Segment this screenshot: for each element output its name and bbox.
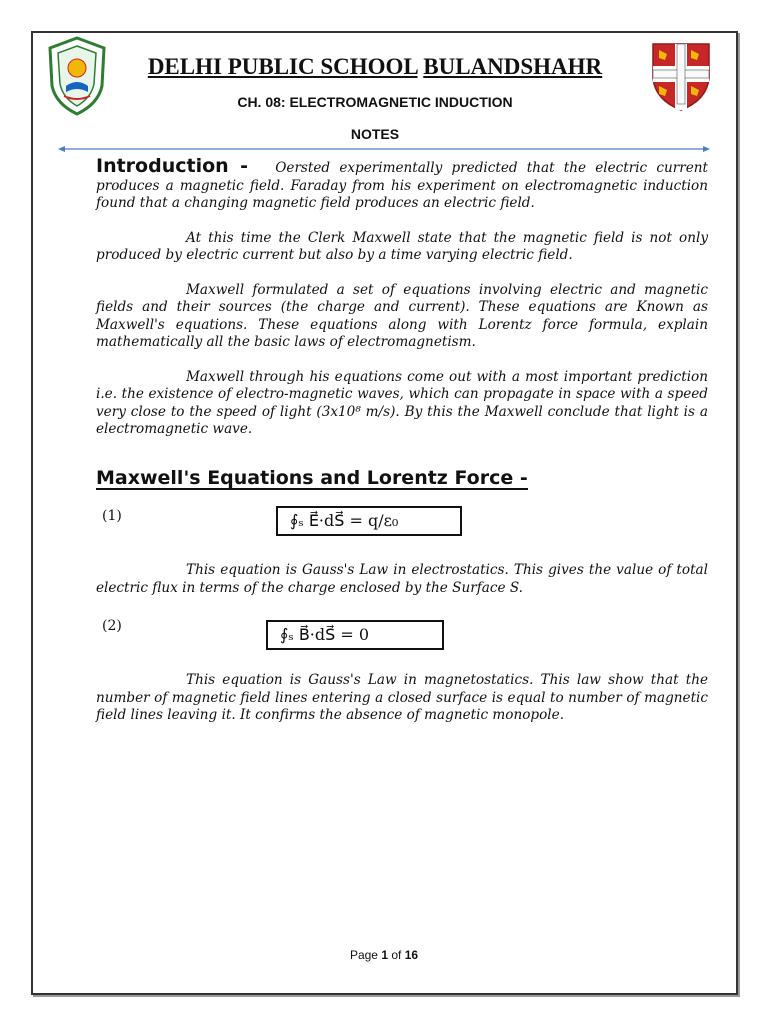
intro-paragraph-1: Oersted experimentally predicted that the electric current produces a magnetic field. Faraday from his experiment on electromagnetic induction found that a changing magnetic field produces an electric field. <box>96 160 708 211</box>
equation-2-description: This equation is Gauss's Law in magnetostatics. This law show that the number of magnetic field lines entering a closed surface is equal to number of magnetic field lines leaving it. It confirms the absence of magnetic monopole. <box>96 672 708 723</box>
section-heading: Maxwell's Equations and Lorentz Force - <box>96 466 528 489</box>
equation-2-row <box>96 614 708 658</box>
school-name-part1: DELHI PUBLIC SCHOOL <box>147 54 418 79</box>
equation-1-box: ∮ₛ E⃗·dS⃗ = q/ε₀ <box>276 506 462 536</box>
intro-paragraph-4: Maxwell through his equations come out with a most important prediction i.e. the existence of electro-magnetic waves, which can propagate in space with a speed very close to the speed of light (3x10⁸ m/s). By this the Maxwell conclude that light is a electromagnetic wave. <box>96 368 708 437</box>
page-word: Page <box>349 948 378 962</box>
intro-paragraph-2: At this time the Clerk Maxwell state that the magnetic field is not only produced by electric current but also by a time varying electric field. <box>96 229 708 263</box>
equation-1-description: This equation is Gauss's Law in electrostatics. This gives the value of total electric flux in terms of the charge enclosed by the Surface S. <box>96 562 708 596</box>
school-logo-icon <box>46 36 108 116</box>
school-name-part2: BULANDSHAHR <box>423 54 603 79</box>
page-footer <box>0 948 768 962</box>
equation-1-row <box>96 504 708 548</box>
equation-1-number: (1) <box>102 508 122 524</box>
page-total: 16 <box>404 948 419 962</box>
school-name <box>120 54 630 80</box>
page-number: 1 <box>381 948 388 962</box>
intro-paragraph-3: Maxwell formulated a set of equations involving electric and magnetic fields and their sources (the charge and current). These equations are Known as Maxwell's equations. These equations along with Lorentz force formula, explain mathematically all the basic laws of electromagnetism. <box>96 281 708 350</box>
header-rule <box>58 146 710 152</box>
notes-body <box>96 155 708 742</box>
equation-2-box: ∮ₛ B⃗·dS⃗ = 0 <box>266 620 444 650</box>
intro-heading: Introduction - <box>96 155 249 177</box>
notes-label: NOTES <box>350 126 400 142</box>
equation-2-number: (2) <box>102 618 122 634</box>
of-word: of <box>391 948 402 962</box>
chapter-title: CH. 08: ELECTROMAGNETIC INDUCTION <box>237 94 513 110</box>
crest-icon <box>651 42 711 112</box>
